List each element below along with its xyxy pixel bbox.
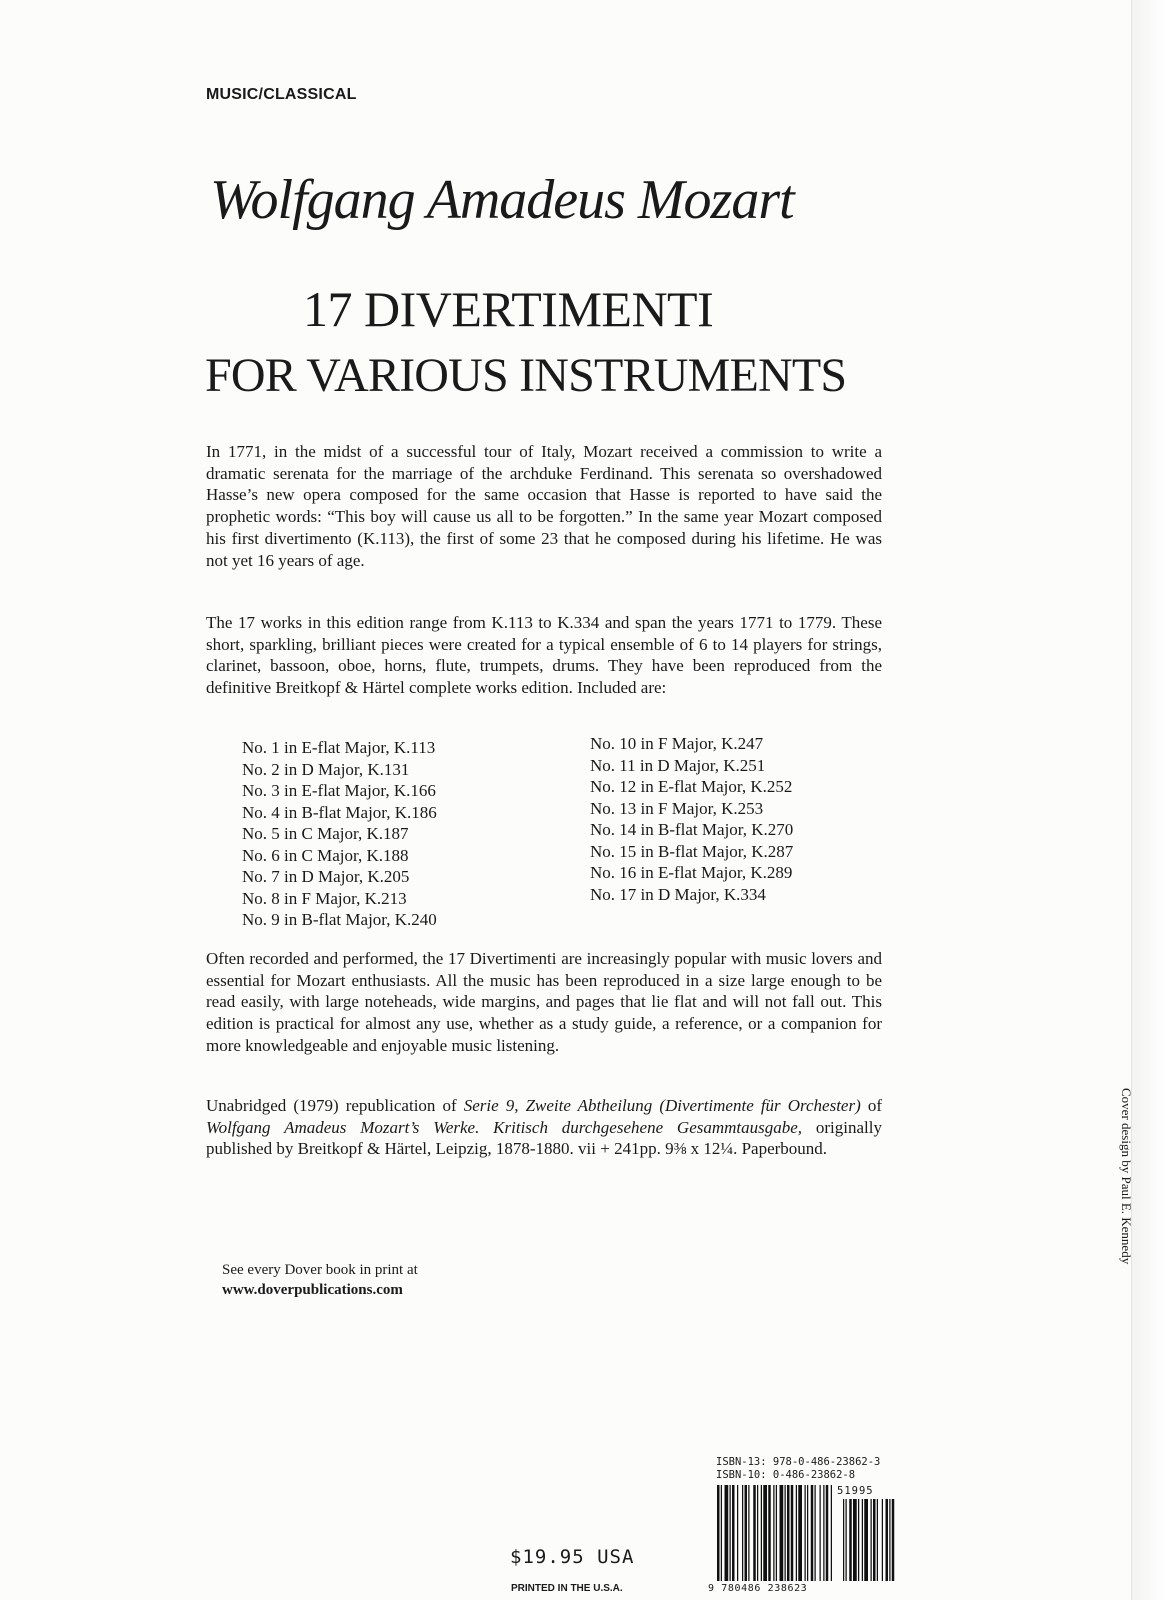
- works-list-right: [590, 733, 793, 905]
- barcode-bar: [717, 1485, 720, 1581]
- barcode-bar: [745, 1485, 748, 1581]
- page-edge: [1131, 0, 1165, 1600]
- republication-text: of: [860, 1096, 882, 1115]
- barcode-bar: [732, 1485, 735, 1581]
- barcode-bar: [725, 1485, 729, 1581]
- republication-text: Unabridged (1979) republication of: [206, 1096, 464, 1115]
- book-subtitle: FOR VARIOUS INSTRUMENTS: [205, 349, 847, 402]
- barcode-bar: [757, 1485, 758, 1581]
- barcode-bar: [737, 1485, 738, 1581]
- barcode-bar: [796, 1485, 797, 1581]
- list-item: No. 2 in D Major, K.131: [242, 759, 410, 779]
- list-item: No. 12 in E-flat Major, K.252: [590, 777, 793, 796]
- cover-design-credit: Cover design by Paul E. Kennedy: [1119, 1088, 1134, 1265]
- website-url: www.doverpublications.com: [222, 1282, 403, 1298]
- list-item: No. 4 in B-flat Major, K.186: [242, 802, 437, 822]
- barcode-bar: [820, 1485, 821, 1581]
- barcode-addon-bar: [849, 1499, 852, 1581]
- barcode-bar: [807, 1485, 808, 1581]
- description-paragraph-3: Often recorded and performed, the 17 Divertimenti are increasingly popular with music lovers and essential for Mozart enthusiasts. All the music has been reproduced in a size large enough to be read easily, with large noteheads, wide margins, and pages that lie flat and will not fall out. This edition is practical for almost any use, whether as a study guide, a reference, or a companion for more knowledgeable and enjoyable music listening.: [206, 949, 882, 1055]
- barcode-addon-bar: [873, 1499, 876, 1581]
- barcode-digits: 9 780486 238623: [708, 1583, 808, 1594]
- description-paragraph-1: In 1771, in the midst of a successful tour of Italy, Mozart received a commission to write a dramatic serenata for the marriage of the archduke Ferdinand. This serenata so overshadowed Hasse’s new opera composed for the same occasion that Hasse is reported to have said the prophetic words: “This boy will cause us all to be forgotten.” In the same year Mozart composed his first divertimento (K.113), the first of some 23 that he composed during his lifetime. He was not yet 16 years of age.: [206, 442, 882, 570]
- barcode-addon-bar: [853, 1499, 857, 1581]
- barcode-bar: [823, 1485, 824, 1581]
- list-item: No. 9 in B-flat Major, K.240: [242, 910, 437, 929]
- barcode-addon-bar: [862, 1499, 863, 1581]
- barcode-addon-bar: [886, 1499, 889, 1581]
- barcode-bar: [787, 1485, 790, 1581]
- barcode-bar: [742, 1485, 743, 1581]
- book-title: 17 DIVERTIMENTI: [303, 281, 714, 337]
- list-item: No. 8 in F Major, K.213: [242, 888, 407, 908]
- barcode-bar: [773, 1485, 774, 1581]
- list-item: No. 7 in D Major, K.205: [242, 867, 410, 886]
- barcode-addon-bar: [877, 1499, 878, 1581]
- barcode-addon-bar: [889, 1499, 890, 1581]
- isbn-10: ISBN-10: 0-486-23862-8: [716, 1469, 856, 1481]
- barcode-addon-bar: [864, 1499, 868, 1581]
- barcode-addon-bar: [871, 1499, 872, 1581]
- barcode-bar: [791, 1485, 794, 1581]
- barcode-addon-bar: [843, 1499, 844, 1581]
- barcode-bar: [805, 1485, 806, 1581]
- barcode-addon-bar: [892, 1499, 895, 1581]
- list-item: No. 11 in D Major, K.251: [590, 755, 766, 775]
- list-item: No. 5 in C Major, K.187: [242, 824, 409, 843]
- description-paragraph-2: The 17 works in this edition range from K.113 to K.334 and span the years 1771 to 1779. These short, sparkling, brilliant pieces were created for a typical ensemble of 6 to 14 players for strings, clarinet, bassoon, oboe, horns, flute, trumpets, drums. They have been reproduced from the definitive Breitkopf & Härtel complete works edition. Included are:: [206, 613, 882, 698]
- list-item: No. 15 in B-flat Major, K.287: [590, 841, 794, 861]
- works-list-left: [242, 737, 437, 931]
- barcode-bar: [826, 1485, 829, 1581]
- barcode-bar: [761, 1485, 762, 1581]
- barcode-bar: [768, 1485, 771, 1581]
- barcode-bar: [753, 1485, 756, 1581]
- list-item: No. 16 in E-flat Major, K.289: [590, 863, 793, 882]
- price-code: 51995: [837, 1485, 874, 1497]
- barcode-bar: [815, 1485, 816, 1581]
- barcode-bar: [721, 1485, 722, 1581]
- barcode: [717, 1485, 897, 1585]
- list-item: No. 1 in E-flat Major, K.113: [242, 738, 436, 757]
- barcode-bar: [776, 1485, 777, 1581]
- barcode-addon-bar: [882, 1499, 883, 1581]
- barcode-bar: [831, 1485, 832, 1581]
- isbn-13: ISBN-13: 978-0-486-23862-3: [716, 1456, 881, 1468]
- category-label: MUSIC/CLASSICAL: [206, 86, 357, 103]
- list-item: No. 13 in F Major, K.253: [590, 798, 764, 818]
- source-title: Wolfgang Amadeus Mozart’s Werke. Kritisch durchgesehene Gesammtausgabe,: [206, 1117, 803, 1137]
- list-item: No. 3 in E-flat Major, K.166: [242, 781, 436, 800]
- barcode-bar: [730, 1485, 731, 1581]
- barcode-bar: [763, 1485, 767, 1581]
- list-item: No. 14 in B-flat Major, K.270: [590, 820, 794, 839]
- barcode-bar: [798, 1485, 802, 1581]
- barcode-bar: [811, 1485, 814, 1581]
- republication-note: [206, 1095, 882, 1160]
- barcode-bar: [785, 1485, 786, 1581]
- series-title: Serie 9, Zweite Abtheilung (Divertimente für Orchester): [463, 1096, 861, 1115]
- list-item: No. 10 in F Major, K.247: [590, 734, 764, 753]
- list-item: No. 17 in D Major, K.334: [590, 884, 766, 904]
- barcode-addon-bar: [858, 1499, 859, 1581]
- list-item: No. 6 in C Major, K.188: [242, 845, 409, 865]
- publication-details: originally published by Breitkopf & Härtel, Leipzig, 1878-1880. vii + 241pp. 9⅜ x 12¼. Paperbound.: [206, 1117, 882, 1159]
- price: $19.95 USA: [510, 1546, 635, 1568]
- printed-in-usa: PRINTED IN THE U.S.A.: [511, 1583, 623, 1594]
- barcode-addon-bar: [846, 1499, 847, 1581]
- composer-name: Wolfgang Amadeus Mozart: [210, 169, 794, 231]
- barcode-bar: [748, 1485, 749, 1581]
- barcode-bar: [780, 1485, 784, 1581]
- website-intro: See every Dover book in print at: [222, 1262, 418, 1278]
